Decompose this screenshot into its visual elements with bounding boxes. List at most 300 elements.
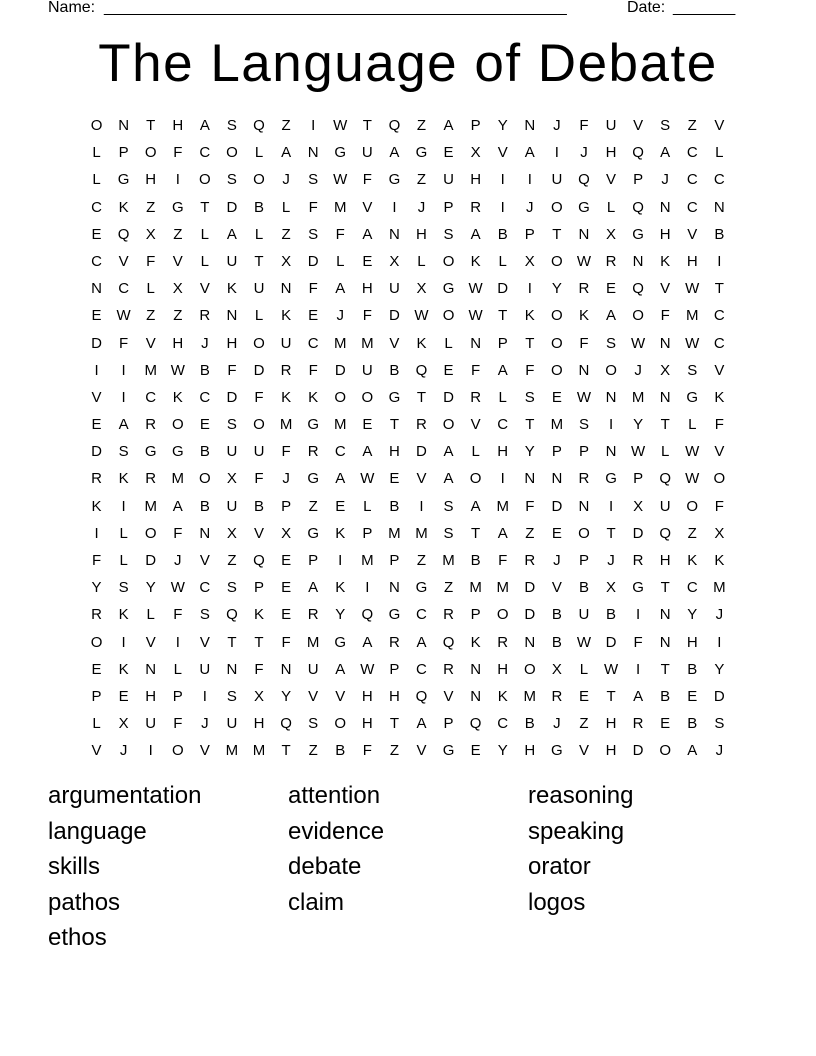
grid-letter[interactable]: I: [608, 416, 614, 434]
grid-letter[interactable]: O: [659, 742, 672, 760]
grid-letter[interactable]: F: [579, 334, 589, 352]
grid-letter[interactable]: U: [388, 280, 400, 298]
grid-letter[interactable]: J: [715, 742, 724, 760]
grid-letter[interactable]: F: [173, 144, 183, 162]
grid-letter[interactable]: A: [443, 117, 454, 134]
grid-letter[interactable]: P: [551, 443, 562, 461]
grid-letter[interactable]: G: [686, 388, 699, 406]
grid-letter[interactable]: T: [714, 280, 724, 298]
grid-letter[interactable]: B: [606, 606, 617, 624]
grid-letter[interactable]: M: [713, 579, 726, 597]
grid-letter[interactable]: S: [443, 497, 454, 515]
grid-letter[interactable]: L: [200, 225, 210, 243]
grid-letter[interactable]: X: [172, 280, 183, 298]
grid-letter[interactable]: Y: [524, 443, 535, 461]
grid-letter[interactable]: D: [416, 443, 427, 461]
grid-letter[interactable]: N: [307, 144, 319, 162]
grid-letter[interactable]: D: [524, 606, 536, 624]
grid-letter[interactable]: G: [388, 606, 401, 624]
grid-letter[interactable]: D: [632, 524, 644, 542]
grid-letter[interactable]: R: [470, 198, 482, 216]
grid-letter[interactable]: H: [253, 715, 265, 733]
grid-letter[interactable]: N: [226, 660, 238, 678]
grid-letter[interactable]: E: [443, 144, 454, 162]
grid-letter[interactable]: O: [605, 361, 617, 379]
grid-letter[interactable]: L: [579, 660, 589, 678]
grid-letter[interactable]: V: [714, 361, 725, 379]
grid-letter[interactable]: O: [551, 334, 563, 352]
grid-letter[interactable]: G: [551, 742, 563, 760]
grid-letter[interactable]: X: [524, 252, 535, 270]
grid-letter[interactable]: V: [714, 443, 725, 461]
grid-letter[interactable]: Y: [497, 742, 508, 760]
grid-letter[interactable]: A: [362, 633, 373, 651]
grid-letter[interactable]: T: [254, 633, 264, 651]
grid-letter[interactable]: I: [121, 388, 126, 406]
grid-letter[interactable]: L: [119, 552, 128, 569]
grid-letter[interactable]: Z: [227, 552, 237, 569]
grid-letter[interactable]: D: [91, 443, 102, 461]
grid-letter[interactable]: T: [606, 687, 616, 705]
grid-letter[interactable]: B: [389, 497, 400, 515]
grid-letter[interactable]: S: [226, 117, 237, 134]
grid-letter[interactable]: O: [361, 388, 374, 406]
grid-letter[interactable]: I: [175, 633, 180, 651]
grid-letter[interactable]: H: [659, 225, 671, 243]
grid-letter[interactable]: B: [497, 225, 508, 243]
grid-letter[interactable]: N: [659, 606, 671, 624]
grid-letter[interactable]: N: [524, 633, 536, 651]
grid-letter[interactable]: E: [362, 416, 373, 434]
grid-letter[interactable]: U: [361, 361, 373, 379]
grid-letter[interactable]: N: [578, 497, 590, 515]
grid-letter[interactable]: M: [252, 742, 266, 760]
grid-letter[interactable]: H: [686, 252, 698, 270]
grid-letter[interactable]: B: [660, 687, 671, 705]
grid-letter[interactable]: N: [388, 225, 400, 243]
grid-letter[interactable]: I: [338, 552, 343, 569]
grid-letter[interactable]: H: [388, 443, 400, 461]
grid-letter[interactable]: Q: [578, 171, 590, 189]
grid-letter[interactable]: P: [118, 144, 129, 162]
grid-letter[interactable]: U: [659, 497, 671, 515]
grid-letter[interactable]: I: [500, 198, 505, 216]
grid-letter[interactable]: V: [497, 144, 508, 162]
grid-letter[interactable]: W: [468, 307, 483, 325]
grid-letter[interactable]: F: [498, 552, 508, 569]
grid-letter[interactable]: M: [306, 633, 320, 651]
grid-letter[interactable]: R: [578, 470, 590, 488]
grid-letter[interactable]: N: [524, 117, 536, 134]
grid-letter[interactable]: E: [91, 307, 102, 325]
grid-letter[interactable]: J: [174, 552, 182, 569]
grid-letter[interactable]: T: [281, 742, 291, 760]
grid-letter[interactable]: T: [660, 660, 670, 678]
grid-letter[interactable]: Y: [145, 579, 156, 597]
grid-letter[interactable]: T: [362, 117, 372, 134]
grid-letter[interactable]: Z: [146, 198, 156, 216]
grid-letter[interactable]: A: [470, 225, 481, 243]
grid-letter[interactable]: C: [713, 307, 725, 325]
grid-letter[interactable]: R: [443, 660, 454, 678]
grid-letter[interactable]: Q: [442, 633, 455, 651]
grid-letter[interactable]: R: [578, 280, 590, 298]
grid-letter[interactable]: E: [281, 552, 292, 569]
grid-letter[interactable]: F: [633, 633, 643, 651]
grid-letter[interactable]: I: [500, 470, 505, 488]
grid-letter[interactable]: Q: [659, 524, 672, 542]
grid-letter[interactable]: H: [226, 334, 238, 352]
grid-letter[interactable]: M: [144, 361, 157, 379]
grid-letter[interactable]: O: [334, 715, 347, 733]
grid-letter[interactable]: Q: [415, 687, 428, 705]
grid-letter[interactable]: D: [605, 633, 617, 651]
grid-letter[interactable]: O: [199, 470, 211, 488]
grid-letter[interactable]: P: [578, 552, 589, 569]
grid-letter[interactable]: M: [686, 307, 699, 325]
grid-letter[interactable]: C: [199, 388, 211, 406]
grid-letter[interactable]: K: [172, 388, 183, 406]
grid-letter[interactable]: M: [333, 416, 347, 434]
grid-letter[interactable]: W: [603, 660, 619, 678]
grid-letter[interactable]: N: [659, 388, 671, 406]
grid-letter[interactable]: L: [471, 443, 480, 461]
grid-letter[interactable]: O: [334, 388, 347, 406]
grid-letter[interactable]: D: [443, 388, 454, 406]
grid-letter[interactable]: V: [551, 579, 562, 597]
grid-letter[interactable]: Y: [687, 606, 698, 624]
grid-letter[interactable]: L: [254, 144, 264, 162]
grid-letter[interactable]: S: [606, 334, 617, 352]
grid-letter[interactable]: V: [172, 252, 183, 270]
grid-letter[interactable]: A: [497, 361, 508, 379]
grid-letter[interactable]: B: [551, 633, 562, 651]
grid-letter[interactable]: M: [361, 552, 374, 569]
grid-letter[interactable]: O: [90, 633, 103, 651]
grid-letter[interactable]: I: [554, 144, 559, 162]
grid-letter[interactable]: F: [714, 497, 724, 515]
grid-letter[interactable]: K: [578, 307, 589, 325]
grid-letter[interactable]: G: [578, 198, 590, 216]
grid-letter[interactable]: J: [661, 171, 669, 189]
grid-letter[interactable]: D: [497, 280, 509, 298]
grid-letter[interactable]: E: [199, 416, 210, 434]
grid-letter[interactable]: H: [172, 334, 184, 352]
grid-letter[interactable]: J: [526, 198, 534, 216]
grid-letter[interactable]: X: [226, 524, 237, 542]
grid-letter[interactable]: I: [608, 497, 614, 515]
grid-letter[interactable]: E: [578, 687, 589, 705]
grid-letter[interactable]: Z: [173, 225, 183, 243]
grid-letter[interactable]: N: [578, 225, 590, 243]
grid-letter[interactable]: O: [226, 144, 238, 162]
grid-letter[interactable]: S: [308, 715, 319, 733]
grid-letter[interactable]: Q: [253, 117, 265, 134]
grid-letter[interactable]: X: [416, 280, 427, 298]
grid-letter[interactable]: R: [497, 633, 509, 651]
grid-letter[interactable]: V: [606, 171, 617, 189]
grid-letter[interactable]: V: [660, 280, 671, 298]
grid-letter[interactable]: H: [497, 443, 509, 461]
grid-letter[interactable]: G: [307, 524, 319, 542]
grid-letter[interactable]: V: [633, 117, 644, 134]
grid-letter[interactable]: Z: [525, 524, 535, 542]
grid-letter[interactable]: B: [389, 361, 400, 379]
grid-letter[interactable]: T: [552, 225, 562, 243]
grid-letter[interactable]: B: [254, 198, 265, 216]
grid-letter[interactable]: O: [253, 416, 265, 434]
grid-letter[interactable]: S: [443, 225, 454, 243]
grid-letter[interactable]: L: [688, 416, 697, 434]
grid-letter[interactable]: X: [389, 252, 400, 270]
grid-letter[interactable]: W: [360, 470, 375, 488]
grid-letter[interactable]: P: [443, 715, 454, 733]
grid-letter[interactable]: R: [551, 687, 563, 705]
grid-letter[interactable]: F: [91, 552, 102, 569]
grid-letter[interactable]: K: [254, 606, 265, 624]
grid-letter[interactable]: M: [279, 416, 293, 434]
grid-letter[interactable]: A: [633, 687, 644, 705]
grid-letter[interactable]: T: [525, 334, 535, 352]
grid-letter[interactable]: V: [308, 687, 319, 705]
grid-letter[interactable]: O: [686, 497, 699, 515]
grid-letter[interactable]: Z: [416, 117, 427, 134]
grid-letter[interactable]: W: [631, 443, 646, 461]
grid-letter[interactable]: E: [551, 524, 562, 542]
grid-letter[interactable]: W: [576, 252, 592, 270]
grid-letter[interactable]: F: [362, 742, 372, 760]
grid-letter[interactable]: G: [632, 579, 644, 597]
grid-letter[interactable]: R: [443, 606, 454, 624]
grid-letter[interactable]: L: [498, 252, 507, 270]
grid-letter[interactable]: O: [253, 171, 265, 189]
grid-letter[interactable]: V: [470, 416, 481, 434]
grid-letter[interactable]: V: [443, 687, 454, 705]
grid-letter[interactable]: K: [335, 579, 346, 597]
grid-letter[interactable]: E: [91, 416, 102, 434]
grid-letter[interactable]: R: [416, 416, 427, 434]
grid-letter[interactable]: S: [524, 388, 535, 406]
grid-letter[interactable]: U: [226, 443, 238, 461]
grid-letter[interactable]: A: [226, 225, 237, 243]
grid-letter[interactable]: K: [714, 388, 725, 406]
grid-letter[interactable]: F: [281, 633, 291, 651]
grid-letter[interactable]: M: [333, 198, 347, 216]
grid-letter[interactable]: Z: [416, 171, 427, 189]
grid-letter[interactable]: P: [470, 117, 481, 134]
grid-letter[interactable]: F: [525, 361, 535, 379]
grid-letter[interactable]: Z: [281, 117, 291, 134]
grid-letter[interactable]: X: [470, 144, 481, 162]
grid-letter[interactable]: N: [280, 660, 292, 678]
grid-letter[interactable]: Q: [632, 198, 644, 216]
grid-letter[interactable]: C: [199, 144, 211, 162]
grid-letter[interactable]: C: [334, 443, 346, 461]
grid-letter[interactable]: O: [144, 524, 157, 542]
grid-letter[interactable]: Z: [308, 742, 318, 760]
grid-letter[interactable]: U: [226, 715, 238, 733]
grid-letter[interactable]: N: [578, 361, 590, 379]
grid-letter[interactable]: F: [173, 715, 183, 733]
grid-letter[interactable]: A: [281, 144, 292, 162]
grid-letter[interactable]: G: [442, 280, 455, 298]
grid-letter[interactable]: A: [362, 443, 373, 461]
grid-letter[interactable]: I: [121, 497, 126, 515]
grid-letter[interactable]: C: [307, 334, 319, 352]
grid-letter[interactable]: F: [227, 361, 237, 379]
grid-letter[interactable]: N: [470, 687, 482, 705]
grid-letter[interactable]: S: [308, 171, 319, 189]
grid-letter[interactable]: C: [91, 252, 102, 270]
grid-letter[interactable]: D: [388, 307, 400, 325]
grid-letter[interactable]: K: [118, 606, 129, 624]
grid-letter[interactable]: H: [524, 742, 536, 760]
grid-letter[interactable]: F: [308, 280, 318, 298]
grid-letter[interactable]: N: [226, 307, 238, 325]
grid-letter[interactable]: O: [253, 334, 265, 352]
grid-letter[interactable]: D: [253, 361, 265, 379]
grid-letter[interactable]: Z: [308, 497, 318, 515]
grid-letter[interactable]: W: [685, 280, 700, 298]
grid-letter[interactable]: T: [525, 416, 535, 434]
grid-letter[interactable]: Z: [389, 742, 399, 760]
grid-letter[interactable]: A: [389, 144, 400, 162]
grid-letter[interactable]: N: [118, 117, 130, 134]
grid-letter[interactable]: Q: [632, 280, 644, 298]
grid-letter[interactable]: W: [576, 633, 592, 651]
grid-letter[interactable]: O: [199, 171, 211, 189]
grid-letter[interactable]: B: [524, 715, 535, 733]
grid-letter[interactable]: F: [308, 361, 318, 379]
grid-letter[interactable]: C: [118, 280, 130, 298]
grid-letter[interactable]: C: [686, 198, 698, 216]
grid-letter[interactable]: V: [687, 225, 698, 243]
grid-letter[interactable]: H: [470, 171, 482, 189]
grid-letter[interactable]: T: [227, 633, 237, 651]
grid-letter[interactable]: F: [471, 361, 481, 379]
grid-letter[interactable]: J: [553, 552, 561, 569]
grid-letter[interactable]: M: [225, 742, 239, 760]
grid-letter[interactable]: I: [365, 579, 370, 597]
grid-letter[interactable]: X: [606, 579, 617, 597]
grid-letter[interactable]: O: [551, 361, 563, 379]
grid-letter[interactable]: I: [636, 660, 641, 678]
grid-letter[interactable]: H: [361, 687, 373, 705]
grid-letter[interactable]: O: [171, 742, 184, 760]
grid-letter[interactable]: J: [553, 117, 561, 134]
grid-letter[interactable]: Y: [714, 660, 725, 678]
grid-letter[interactable]: D: [226, 388, 238, 406]
grid-letter[interactable]: W: [414, 307, 429, 325]
grid-letter[interactable]: C: [145, 388, 157, 406]
grid-letter[interactable]: O: [171, 416, 184, 434]
grid-letter[interactable]: P: [633, 470, 644, 488]
grid-letter[interactable]: F: [254, 388, 264, 406]
grid-letter[interactable]: E: [281, 606, 292, 624]
grid-letter[interactable]: Z: [416, 552, 427, 569]
grid-letter[interactable]: V: [118, 252, 129, 270]
grid-letter[interactable]: E: [335, 497, 346, 515]
grid-letter[interactable]: O: [713, 470, 726, 488]
grid-letter[interactable]: W: [170, 579, 185, 597]
grid-letter[interactable]: D: [145, 552, 157, 569]
grid-letter[interactable]: E: [606, 280, 617, 298]
grid-letter[interactable]: G: [307, 416, 319, 434]
grid-letter[interactable]: K: [118, 198, 129, 216]
grid-letter[interactable]: X: [145, 225, 156, 243]
grid-letter[interactable]: W: [685, 334, 700, 352]
grid-letter[interactable]: S: [714, 715, 725, 733]
grid-letter[interactable]: L: [363, 497, 372, 515]
grid-letter[interactable]: I: [419, 497, 424, 515]
grid-letter[interactable]: P: [633, 171, 644, 189]
grid-letter[interactable]: C: [686, 579, 698, 597]
grid-letter[interactable]: E: [118, 687, 129, 705]
grid-letter[interactable]: J: [282, 470, 290, 488]
grid-letter[interactable]: M: [442, 552, 455, 569]
grid-letter[interactable]: L: [119, 524, 128, 542]
grid-letter[interactable]: A: [335, 660, 346, 678]
grid-letter[interactable]: G: [442, 742, 455, 760]
grid-letter[interactable]: U: [551, 171, 563, 189]
grid-letter[interactable]: V: [254, 524, 265, 542]
grid-letter[interactable]: W: [631, 334, 646, 352]
grid-letter[interactable]: X: [226, 470, 237, 488]
grid-letter[interactable]: X: [254, 687, 265, 705]
grid-letter[interactable]: Z: [281, 225, 291, 243]
grid-letter[interactable]: B: [199, 443, 210, 461]
grid-letter[interactable]: K: [470, 252, 481, 270]
grid-letter[interactable]: R: [632, 715, 644, 733]
grid-letter[interactable]: V: [199, 742, 210, 760]
grid-letter[interactable]: H: [145, 171, 157, 189]
grid-letter[interactable]: B: [470, 552, 481, 569]
grid-letter[interactable]: L: [606, 198, 616, 216]
grid-letter[interactable]: N: [659, 198, 671, 216]
grid-letter[interactable]: E: [443, 361, 454, 379]
grid-letter[interactable]: U: [443, 171, 454, 189]
grid-letter[interactable]: U: [145, 715, 157, 733]
grid-letter[interactable]: G: [334, 144, 347, 162]
grid-letter[interactable]: I: [500, 171, 505, 189]
grid-letter[interactable]: T: [200, 198, 210, 216]
grid-letter[interactable]: S: [118, 443, 129, 461]
grid-letter[interactable]: L: [173, 660, 182, 678]
grid-letter[interactable]: Z: [443, 579, 454, 597]
grid-letter[interactable]: V: [416, 470, 427, 488]
grid-letter[interactable]: Q: [361, 606, 374, 624]
grid-letter[interactable]: N: [145, 660, 157, 678]
grid-letter[interactable]: B: [254, 497, 265, 515]
grid-letter[interactable]: M: [469, 579, 482, 597]
grid-letter[interactable]: A: [416, 633, 427, 651]
grid-letter[interactable]: O: [551, 307, 563, 325]
grid-letter[interactable]: W: [685, 443, 700, 461]
grid-letter[interactable]: E: [362, 252, 373, 270]
grid-letter[interactable]: N: [605, 388, 617, 406]
grid-letter[interactable]: R: [307, 443, 319, 461]
grid-letter[interactable]: N: [388, 579, 400, 597]
grid-letter[interactable]: F: [335, 225, 345, 243]
grid-letter[interactable]: H: [605, 742, 617, 760]
grid-letter[interactable]: I: [94, 361, 99, 379]
grid-letter[interactable]: F: [362, 171, 372, 189]
grid-letter[interactable]: H: [497, 660, 509, 678]
grid-letter[interactable]: W: [170, 361, 185, 379]
grid-letter[interactable]: I: [202, 687, 207, 705]
grid-letter[interactable]: A: [443, 443, 454, 461]
grid-letter[interactable]: O: [578, 524, 590, 542]
